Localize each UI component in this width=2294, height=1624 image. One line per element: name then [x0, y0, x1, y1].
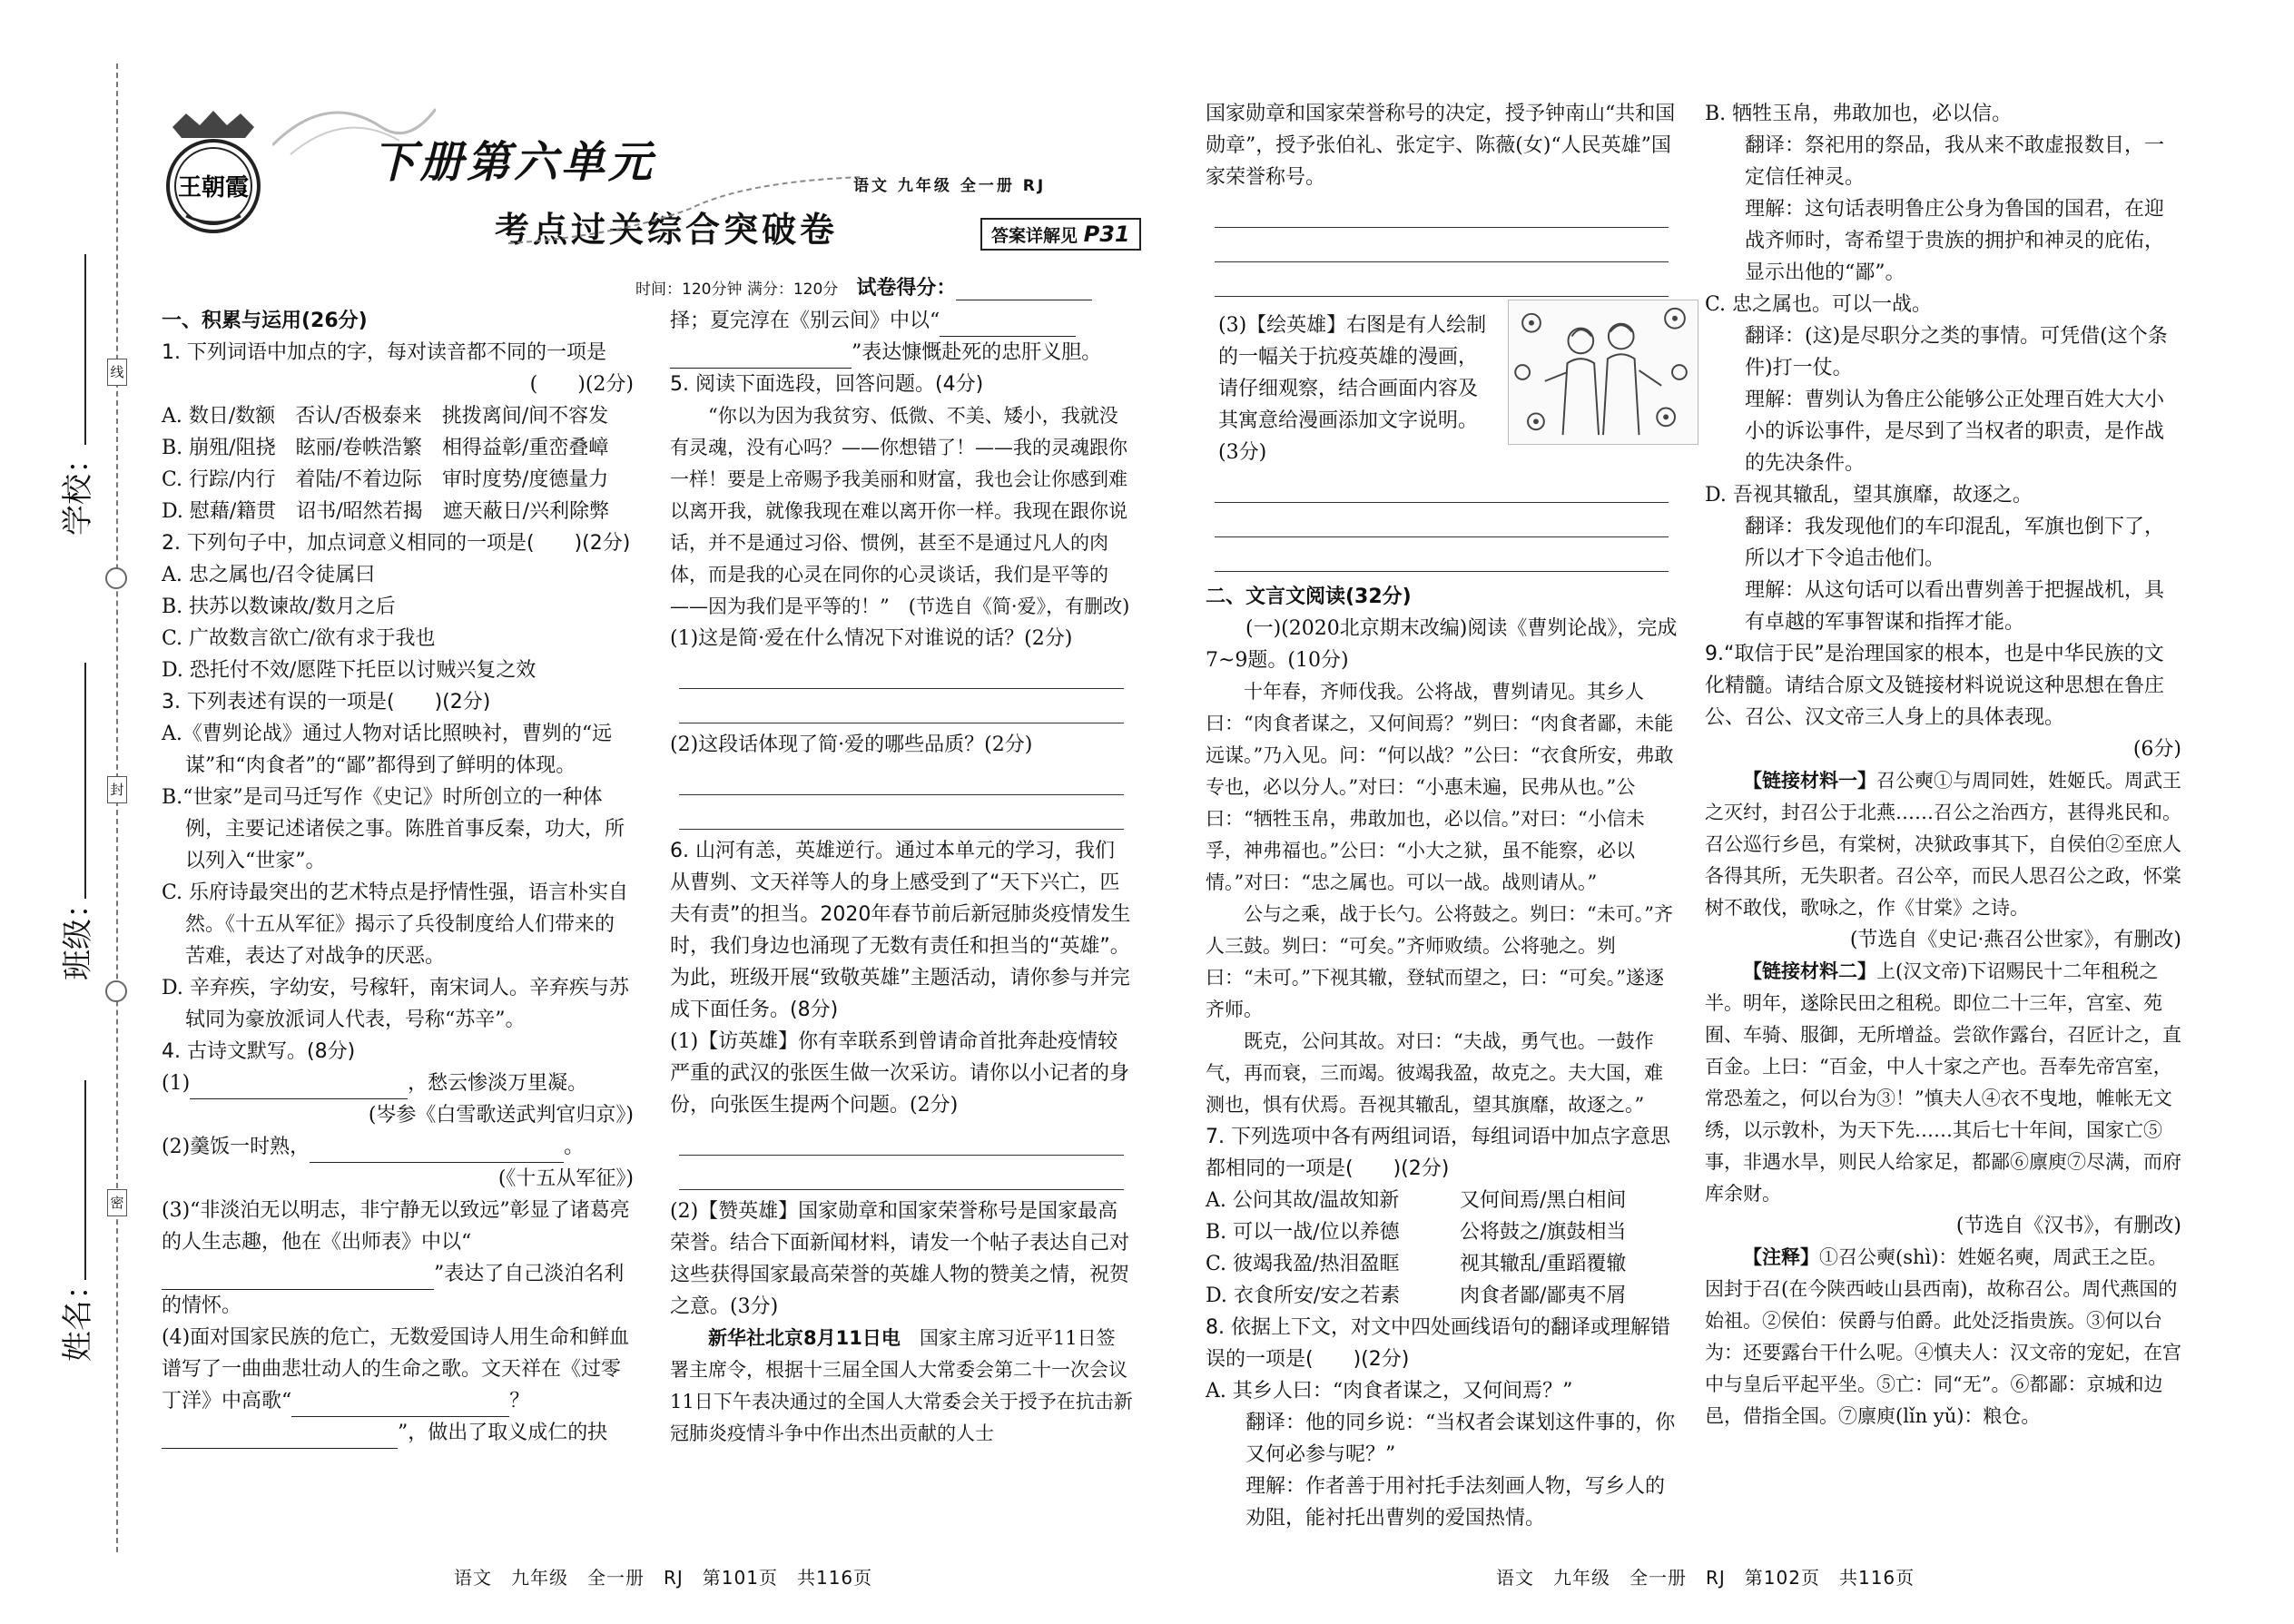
q4-2-prefix: (2)羹饭一时熟，	[162, 1136, 310, 1158]
class-label: 班级：	[60, 888, 96, 980]
answer-line[interactable]	[1215, 262, 1669, 297]
q4-4-suffix: ”，做出了取义成仁的抉	[398, 1422, 608, 1444]
q8-c-understanding: 理解：曹刿认为鲁庄公能够公正处理百姓大大小小的诉讼事件，是尽到了当权者的职责，是作战的先决条件。	[1745, 389, 2165, 475]
classical-paragraph-2: 公与之乘，战于长勺。公将鼓之。刿曰：“未可。”齐人三鼓。刿曰：“可矣。”齐师败绩。公将驰之。刿曰：“未可。”下视其辙，登轼而望之，曰：“可矣。”遂逐齐师。	[1206, 903, 1673, 1020]
q3-option-c[interactable]: C. 乐府诗最突出的艺术特点是抒情性强，语言朴实自然。《十五从军征》揭示了兵役制度给人们带来的苦难，表达了对战争的厌恶。	[162, 881, 629, 968]
binding-hole	[105, 567, 127, 589]
answer-reference	[980, 218, 1141, 251]
q4-4-blank-b[interactable]	[162, 1423, 398, 1449]
question-6: 6. 山河有恙，英雄逆行。通过本单元的学习，我们从曹刿、文天祥等人的身上感受到了“天下兴亡，匹夫有责”的担当。2020年春节前后新冠肺炎疫情发生时，我们身边也涌现了无数有责任和担当的“英雄”。为此，班级开展“致敬英雄”主题活动，请你参与并完成下面任务。(8分)	[670, 840, 1131, 1021]
q1-option-d[interactable]: D. 慰藉/籍贯 诏书/昭然若揭 遮天蔽日/兴利除弊	[162, 500, 610, 523]
column-2	[670, 305, 1133, 1450]
q7-option-d[interactable]	[1206, 1280, 1678, 1312]
q7-a-right: 又何间焉/黑白相间	[1460, 1189, 1627, 1212]
q5-sub-1: (1)这是简·爱在什么情况下对谁说的话？(2分)	[670, 627, 1073, 650]
score-field[interactable]	[956, 275, 1092, 300]
link-material-2	[1705, 956, 2181, 1210]
news-material	[670, 1323, 1133, 1450]
question-8: 8. 依据上下文，对文中四处画线语句的翻译或理解错误的一项是( )(2分)	[1206, 1316, 1670, 1371]
q4-continued-2	[670, 337, 1133, 369]
answer-line[interactable]	[679, 795, 1124, 830]
seal-mark-line: 线	[107, 359, 127, 386]
q4-line-1	[162, 1068, 634, 1099]
notes	[1705, 1242, 2181, 1432]
name-field[interactable]	[84, 1080, 86, 1280]
q5-passage: “你以为因为我贫穷、低微、不美、矮小，我就没有灵魂，没有心吗？——你想错了！——我的灵魂跟你一样！要是上帝赐予我美丽和财富，我也会让你感到难以离开我，就像我现在难以离开你一样。我现在跟你说话，并不是通过习俗、惯例，甚至不是通过凡人的肉体，而是我的心灵在同你的心灵谈话，我们是平等的——因为我们是平等的！” (节选自《简·爱》，有删改)	[670, 405, 1130, 617]
section-2-intro: (一)(2020北京期末改编)阅读《曹刿论战》，完成7~9题。(10分)	[1206, 617, 1678, 672]
q7-c-right: 视其辙乱/重蹈覆辙	[1460, 1253, 1627, 1275]
time-score: 时间：120分钟 满分：120分	[635, 281, 839, 299]
question-5: 5. 阅读下面选段，回答问题。(4分)	[670, 373, 984, 396]
q6-sub-1: (1)【访英雄】你有幸联系到曾请命首批奔赴疫情较严重的武汉的张医生做一次采访。请你以小记者的身份，向张医生提两个问题。(2分)	[670, 1030, 1130, 1117]
q4-4-blank-a[interactable]	[291, 1392, 509, 1417]
q4-line-4	[162, 1322, 634, 1449]
answer-line[interactable]	[679, 689, 1124, 723]
q4-2-suffix: 。	[564, 1136, 585, 1158]
q1-option-b[interactable]: B. 崩殂/阻挠 眩丽/卷帙浩繁 相得益彰/重峦叠嶂	[162, 437, 609, 459]
q7-b-right: 公将鼓之/旗鼓相当	[1460, 1221, 1627, 1244]
q8-option-b[interactable]: B. 牺牲玉帛，弗敢加也，必以信。	[1705, 103, 2013, 125]
section-2-title: 二、文言文阅读(32分)	[1206, 586, 1412, 608]
q4-3-prefix: (3)“非淡泊无以明志，非宁静无以致远”彰显了诸葛亮的人生志趣，他在《出师表》中以“	[162, 1199, 630, 1254]
q8-d-translation: 翻译：我发现他们的车印混乱，军旗也倒下了，所以才下令追击他们。	[1745, 516, 2165, 570]
answer-line[interactable]	[679, 761, 1124, 795]
q3-option-b[interactable]: B.“世家”是司马迁写作《史记》时所创立的一种体例，主要记述诸侯之事。陈胜首事反秦，功大，所以列入“世家”。	[162, 786, 625, 872]
column-1	[162, 305, 634, 1449]
q4-2-source: (《十五从军征》)	[497, 1167, 634, 1190]
unit-title: 下册第六单元	[372, 137, 656, 188]
answer-line[interactable]	[1215, 503, 1669, 537]
link-material-1	[1705, 765, 2181, 924]
answer-ref-label: 答案详解见	[991, 226, 1078, 246]
question-4: 4. 古诗文默写。(8分)	[162, 1040, 356, 1063]
link-1-label: 【链接材料一】	[1743, 770, 1876, 792]
q4-2-blank[interactable]	[310, 1137, 564, 1163]
q1-option-a[interactable]: A. 数日/数额 否认/否极泰来 挑拨离间/间不容发	[162, 405, 609, 428]
classical-paragraph-1: 十年春，齐师伐我。公将战，曹刿请见。其乡人曰：“肉食者谋之，又何间焉？”刿曰：“肉食者鄙，未能远谋。”乃入见。问：“何以战？”公曰：“衣食所安，弗敢专也，必以分人。”对曰：“小惠未遍，民弗从也。”公曰：“牺牲玉帛，弗敢加也，必以信。”对曰：“小信未孚，神弗福也。”公曰：“小大之狱，虽不能察，必以情。”对曰：“忠之属也。可以一战。战则请从。”	[1206, 681, 1674, 893]
news-continued: 国家勋章和国家荣誉称号的决定，授予钟南山“共和国勋章”，授予张伯礼、张定宇、陈薇(女)“人民英雄”国家荣誉称号。	[1206, 103, 1676, 189]
q1-option-c[interactable]: C. 行踪/内行 着陆/不着边际 审时度势/度德量力	[162, 468, 609, 491]
footer-left: 语文 九年级 全一册 RJ 第101页 共116页	[454, 1567, 873, 1589]
q2-option-d[interactable]: D. 恐托付不效/愿陛下托臣以讨贼兴复之效	[162, 659, 537, 682]
answer-line[interactable]	[1215, 468, 1669, 503]
answer-ref-page: P31	[1083, 221, 1130, 247]
notes-label: 【注释】	[1743, 1246, 1819, 1268]
answer-line[interactable]	[679, 655, 1124, 689]
seal-mark-seal: 封	[107, 776, 127, 803]
school-label: 学校：	[60, 443, 96, 536]
q4-cont-blank-b[interactable]	[670, 343, 852, 369]
q7-option-b[interactable]	[1206, 1216, 1678, 1248]
q4-1-prefix: (1)	[162, 1072, 191, 1095]
q4-1-source: (岑参《白雪歌送武判官归京》)	[368, 1104, 634, 1127]
hero-comic-illustration	[1508, 300, 1698, 445]
footer-right: 语文 九年级 全一册 RJ 第102页 共116页	[1496, 1567, 1915, 1589]
q8-option-c[interactable]: C. 忠之属也。可以一战。	[1705, 293, 1933, 316]
classical-paragraph-3: 既克，公问其故。对曰：“夫战，勇气也。一鼓作气，再而衰，三而竭。彼竭我盈，故克之。夫大国，难测也，惧有伏焉。吾视其辙乱，望其旗靡，故逐之。”	[1206, 1030, 1663, 1116]
q4-cont-prefix: 择；夏完淳在《别云间》中以“	[670, 310, 940, 332]
link-1-text: 召公奭①与周同姓，姓姬氏。周武王之灭纣，封召公于北燕……召公之治西方，甚得兆民和。召公巡行乡邑，有棠树，决狱政事其下，自侯伯②至庶人各得其所，无失职者。召公卒，而民人思召公之政，怀棠树不敢伐，歌咏之，作《甘棠》之诗。	[1705, 770, 2181, 919]
section-1-title: 一、积累与运用(26分)	[162, 310, 368, 332]
q2-option-c[interactable]: C. 广故数言欲亡/欲有求于我也	[162, 627, 436, 650]
q4-4-mark: ？	[509, 1390, 530, 1412]
class-field[interactable]	[84, 663, 86, 899]
news-body: 国家主席习近平11日签署主席令，根据十三届全国人大常委会第二十一次会议11日下午表决通过的全国人大常委会关于授予在抗击新冠肺炎疫情斗争中作出杰出贡献的人士	[670, 1327, 1133, 1444]
answer-line[interactable]	[1215, 193, 1669, 228]
q4-line-3	[162, 1195, 634, 1322]
q7-c-left: C. 彼竭我盈/热泪盈眶	[1206, 1253, 1400, 1275]
test-meta	[635, 272, 1092, 300]
q6-sub-3: (3)【绘英雄】右图是有人绘制的一幅关于抗疫英雄的漫画，请仔细观察，结合画面内容及其寓意给漫画添加文字说明。(3分)	[1218, 314, 1487, 464]
q4-3-suffix: ”表达了自己淡泊名利的情怀。	[162, 1263, 625, 1317]
question-7: 7. 下列选项中各有两组词语，每组词语中加点字意思都相同的一项是( )(2分)	[1206, 1126, 1670, 1180]
q4-4-prefix: (4)面对国家民族的危亡，无数爱国诗人用生命和鲜血谱写了一曲曲悲壮动人的生命之歌。文天祥在《过零丁洋》中高歌“	[162, 1326, 630, 1412]
question-1: 1. 下列词语中加点的字，每对读音都不同的一项是	[162, 341, 606, 364]
question-9: 9.“取信于民”是治理国家的根本，也是中华民族的文化精髓。请结合原文及链接材料说说这种思想在鲁庄公、召公、汉文帝三人身上的具体表现。	[1705, 643, 2165, 729]
question-9-score: (6分)	[2132, 738, 2181, 761]
svg-text:王朝霞: 王朝霞	[177, 174, 250, 202]
link-2-text: 上(汉文帝)下诏赐民十二年租税之半。明年，遂除民田之租税。即位二十三年，宫室、苑囿、车骑、服御，无所增益。尝欲作露台，召匠计之，直百金。上曰：“百金，中人十家之产也。吾奉先帝宫室，常恐羞之，何以台为③！”慎夫人④衣不曳地，帷帐无文绣，以示敦朴，为天下先……其后七十年间，国家亡⑤事，非遇水旱，则民人给家足，都鄙⑥廪庾⑦尽满，而府库余财。	[1705, 960, 2181, 1205]
q7-d-left: D. 衣食所安/安之若素	[1206, 1284, 1401, 1307]
q4-cont-suffix: ”表达慷慨赴死的忠肝义胆。	[852, 341, 1102, 364]
q4-1-blank[interactable]	[190, 1074, 408, 1099]
q5-sub-2: (2)这段话体现了简·爱的哪些品质？(2分)	[670, 733, 1033, 756]
answer-line[interactable]	[1215, 537, 1669, 572]
q8-c-translation: 翻译：(这)是尽职分之类的事情。可凭借(这个条件)打一仗。	[1745, 325, 2168, 379]
q8-option-d[interactable]: D. 吾视其辙乱，望其旗靡，故逐之。	[1705, 484, 2033, 507]
q8-d-understanding: 理解：从这句话可以看出曹刿善于把握战机，具有卓越的军事智谋和指挥才能。	[1745, 579, 2165, 634]
news-dateline: 新华社北京8月11日电	[708, 1327, 901, 1349]
q3-option-d[interactable]: D. 辛弃疾，字幼安，号稼轩，南宋词人。辛弃疾与苏轼同为豪放派词人代表，号称“苏辛”。	[162, 977, 629, 1031]
q8-b-understanding: 理解：这句话表明鲁庄公身为鲁国的国君，在迎战齐师时，寄希望于贵族的拥护和神灵的庇佑，显示出他的“鄙”。	[1745, 198, 2165, 284]
q4-cont-blank-a[interactable]	[940, 311, 1076, 337]
q6-sub-2: (2)【赞英雄】国家勋章和国家荣誉称号是国家最高荣誉。结合下面新闻材料，请发一个帖子表达自己对这些获得国家最高荣誉的英雄人物的赞美之情，祝贺之意。(3分)	[670, 1200, 1130, 1318]
q8-option-a[interactable]: A. 其乡人曰：“肉食者谋之，又何间焉？”	[1206, 1380, 1573, 1403]
notes-text: ①召公奭(shì)：姓姬名奭，周武王之臣。因封于召(在今陕西岐山县西南)，故称召公。周代燕国的始祖。②侯伯：侯爵与伯爵。此处泛指贵族。③何以台为：还要露台干什么呢。④慎夫人：汉文帝的宠妃，在宫中与皇后平起平坐。⑤亡：同“无”。⑥都鄙：京城和边邑，借指全国。⑦廪庾(lǐn yǔ)：粮仓。	[1705, 1246, 2181, 1427]
column-4	[1705, 98, 2181, 1432]
binding-hole	[105, 980, 127, 1002]
q7-a-left: A. 公问其故/温故知新	[1206, 1189, 1400, 1212]
question-1-score: ( )(2分)	[529, 373, 634, 396]
answer-line[interactable]	[679, 1121, 1124, 1156]
q3-option-a[interactable]: A.《曹刿论战》通过人物对话比照映衬，曹刿的“远谋”和“肉食者”的“鄙”都得到了鲜明的体现。	[162, 723, 613, 777]
score-label: 试卷得分：	[856, 277, 957, 300]
right-page	[1147, 0, 2294, 1624]
q8-a-understanding: 理解：作者善于用衬托手法刻画人物，写乡人的劝阻，能衬托出曹刿的爱国热情。	[1245, 1475, 1666, 1530]
answer-line[interactable]	[679, 1156, 1124, 1190]
school-field[interactable]	[84, 254, 86, 445]
q7-b-left: B. 可以一战/位以养德	[1206, 1221, 1400, 1244]
publisher-logo-icon	[154, 109, 272, 236]
q4-continued	[670, 305, 1133, 337]
title-decoration	[508, 172, 862, 245]
q4-line-2	[162, 1131, 634, 1163]
link-1-source: (节选自《史记·燕召公世家》，有删改)	[1849, 929, 2181, 951]
q7-d-right: 肉食者鄙/鄙夷不屑	[1460, 1284, 1627, 1307]
q4-3-blank[interactable]	[162, 1265, 434, 1290]
question-2: 2. 下列句子中，加点词意义相同的一项是( )(2分)	[162, 532, 631, 555]
link-2-label: 【链接材料二】	[1743, 960, 1876, 982]
q2-option-b[interactable]: B. 扶苏以数谏故/数月之后	[162, 595, 396, 618]
q8-b-translation: 翻译：祭祀用的祭品，我从来不敢虚报数目，一定信任神灵。	[1745, 134, 2165, 189]
link-2-source: (节选自《汉书》，有删改)	[1955, 1215, 2181, 1237]
q4-1-suffix: ，愁云惨淡万里凝。	[408, 1072, 588, 1095]
binding-line	[116, 64, 118, 1552]
test-subtitle: 考点过关综合突破卷	[495, 209, 839, 250]
answer-line[interactable]	[1215, 228, 1669, 262]
q7-option-a[interactable]	[1206, 1185, 1678, 1216]
question-3: 3. 下列表述有误的一项是( )(2分)	[162, 691, 491, 714]
q7-option-c[interactable]	[1206, 1248, 1678, 1280]
binding-gutter	[0, 0, 172, 1624]
subject-tag: 语文 九年级 全一册 RJ	[853, 177, 1047, 195]
name-label: 姓名：	[60, 1269, 96, 1362]
seal-mark-secret: 密	[107, 1189, 127, 1216]
q2-option-a[interactable]: A. 忠之属也/召令徒属曰	[162, 564, 376, 586]
q8-a-translation: 翻译：他的同乡说：“当权者会谋划这件事的，你又何必参与呢？”	[1245, 1412, 1676, 1466]
